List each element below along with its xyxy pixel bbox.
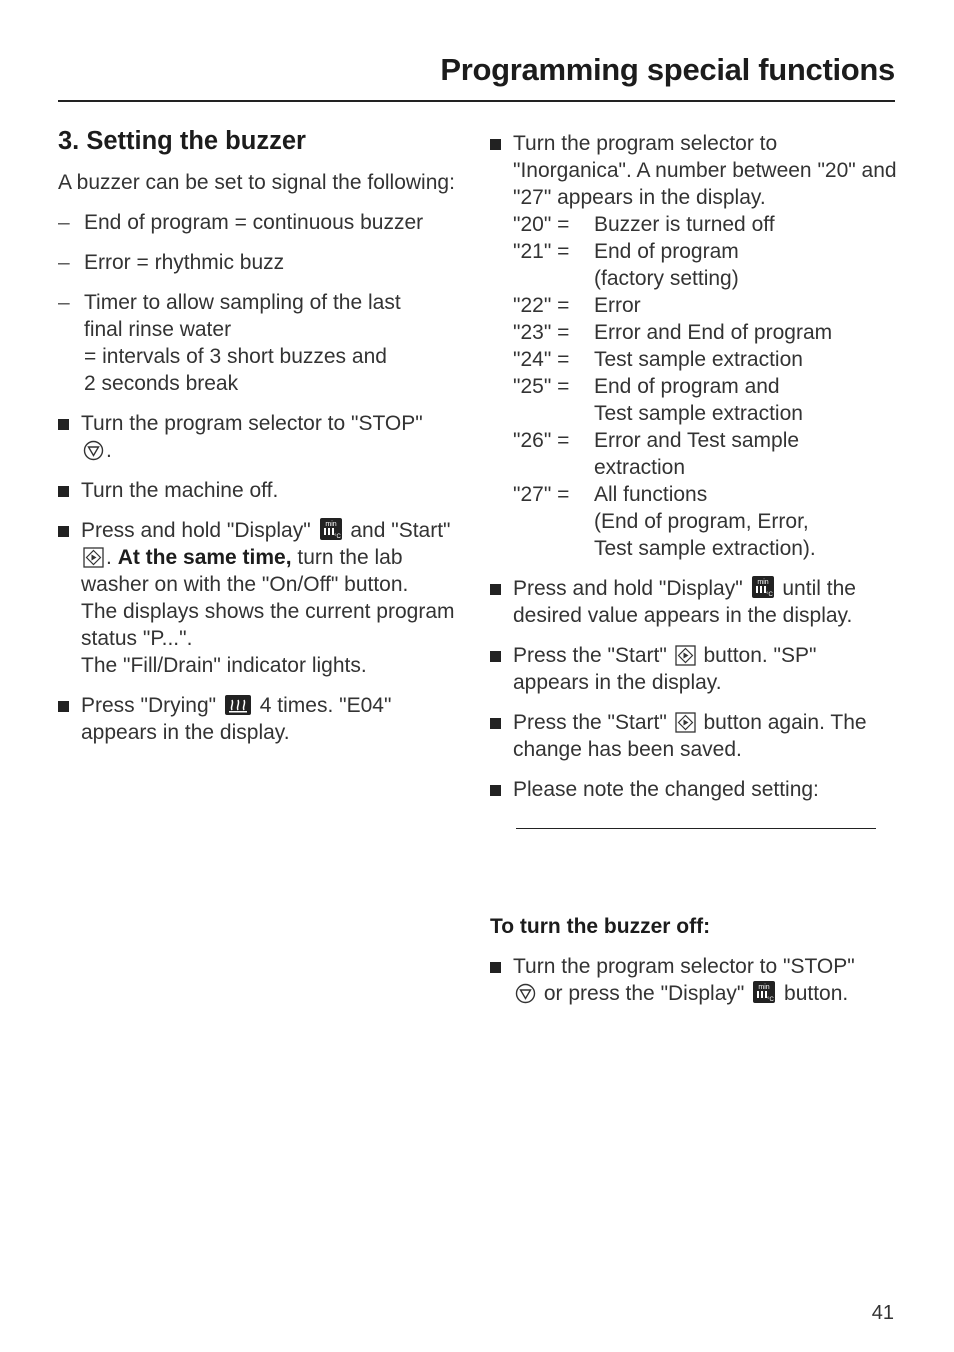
step-text: button again. The change has been saved. xyxy=(513,711,867,761)
code-row xyxy=(513,481,898,562)
step-text-line: The displays shows the current program status "P...". xyxy=(81,600,455,650)
bullet-square xyxy=(58,526,69,537)
code-row xyxy=(513,238,898,292)
dash-marker: – xyxy=(58,211,70,234)
step-text: and "Start" xyxy=(350,519,451,542)
start-diamond-icon xyxy=(675,645,696,666)
code-description: Error and End of program xyxy=(594,321,833,344)
page-number: 41 xyxy=(871,1302,894,1324)
step-text: Press the "Start" xyxy=(513,711,667,734)
dash-marker: – xyxy=(58,291,70,314)
list-item-line: final rinse water xyxy=(84,318,232,341)
code-key: "22" = xyxy=(513,294,570,317)
code-description: Error xyxy=(594,294,641,317)
list-item xyxy=(58,209,463,236)
svg-text:°C: °C xyxy=(767,997,775,1003)
step-text-line: The "Fill/Drain" indicator lights. xyxy=(81,654,367,677)
list-item-line: = intervals of 3 short buzzes and xyxy=(84,345,387,368)
code-row xyxy=(513,427,898,481)
step-text: button. "SP" appears in the display. xyxy=(513,644,817,694)
bullet-square xyxy=(58,701,69,712)
step-item xyxy=(490,130,898,562)
bullet-square xyxy=(490,962,501,973)
step-text: Press and hold "Display" xyxy=(513,577,743,600)
bullet-square xyxy=(490,718,501,729)
note-write-line xyxy=(516,828,876,829)
step-text: Turn the program selector to "STOP" xyxy=(81,412,423,435)
step-item xyxy=(58,517,463,679)
header-divider xyxy=(58,100,895,102)
list-item-line: 2 seconds break xyxy=(84,372,239,395)
dash-marker: – xyxy=(58,251,70,274)
bullet-square xyxy=(490,584,501,595)
list-item xyxy=(58,249,463,276)
code-row xyxy=(513,211,898,238)
step-item xyxy=(490,776,898,803)
code-description: Error and Test sample extraction xyxy=(594,429,800,479)
display-min-c-icon xyxy=(752,980,776,1004)
step-text: Press "Drying" xyxy=(81,694,217,717)
stop-triangle-icon xyxy=(515,983,536,1004)
code-key: "25" = xyxy=(513,375,570,398)
start-diamond-icon xyxy=(83,547,104,568)
step-text-bold: At the same time, xyxy=(117,546,292,569)
bullet-square xyxy=(58,486,69,497)
display-min-c-icon xyxy=(751,575,775,599)
step-text: Turn the program selector to "Inorganica". A number between "20" and "27" appears in the display. xyxy=(513,132,897,209)
step-text: 4 times. "E04" appears in the display. xyxy=(81,694,392,744)
buzzer-code-table xyxy=(513,211,898,562)
step-text: Please note the changed setting: xyxy=(513,778,819,801)
svg-text:°C: °C xyxy=(333,534,341,540)
step-item xyxy=(490,575,898,629)
step-text-end: . xyxy=(106,439,112,462)
list-item-text: Error = rhythmic buzz xyxy=(84,251,285,274)
list-item-text: End of program = continuous buzzer xyxy=(84,211,424,234)
step-item xyxy=(58,477,463,504)
code-key: "27" = xyxy=(513,483,570,506)
step-text: turn the lab washer on with the "On/Off" button. xyxy=(81,546,409,596)
step-text: . xyxy=(106,546,112,569)
step-item xyxy=(58,410,463,464)
drying-heat-icon xyxy=(224,694,252,716)
left-column xyxy=(58,125,463,759)
start-diamond-icon xyxy=(675,712,696,733)
step-text: button. xyxy=(784,982,849,1005)
step-text: Turn the program selector to "STOP" xyxy=(513,955,855,978)
code-row xyxy=(513,346,898,373)
step-text: Press the "Start" xyxy=(513,644,667,667)
right-column xyxy=(490,130,898,1020)
code-key: "24" = xyxy=(513,348,570,371)
svg-text:min: min xyxy=(758,984,770,991)
code-description: Test sample extraction xyxy=(594,348,803,371)
intro-text: A buzzer can be set to signal the following: xyxy=(58,171,455,194)
step-item xyxy=(58,692,463,746)
step-item xyxy=(490,709,898,763)
step-text: Press and hold "Display" xyxy=(81,519,311,542)
code-key: "23" = xyxy=(513,321,570,344)
code-row xyxy=(513,373,898,427)
code-key: "21" = xyxy=(513,240,570,263)
step-item xyxy=(490,642,898,696)
bullet-square xyxy=(490,651,501,662)
list-item-line: Timer to allow sampling of the last xyxy=(84,291,401,314)
step-text: or press the "Display" xyxy=(543,982,745,1005)
svg-text:°C: °C xyxy=(765,592,773,598)
step-text: Turn the machine off. xyxy=(81,479,279,502)
step-item xyxy=(490,953,898,1007)
display-min-c-icon xyxy=(319,517,343,541)
bullet-square xyxy=(490,785,501,796)
code-description: End of program and Test sample extraction xyxy=(594,375,803,425)
code-description: All functions (End of program, Error, Test sample extraction). xyxy=(594,483,816,560)
svg-text:min: min xyxy=(324,521,337,528)
bullet-square xyxy=(58,419,69,430)
code-description: Buzzer is turned off xyxy=(594,213,775,236)
stop-triangle-icon xyxy=(83,440,104,461)
code-key: "20" = xyxy=(513,213,570,236)
subheading: To turn the buzzer off: xyxy=(490,915,711,938)
bullet-square xyxy=(490,139,501,150)
code-row xyxy=(513,319,898,346)
step-text: until the desired value appears in the display. xyxy=(513,577,856,627)
code-description: End of program (factory setting) xyxy=(594,240,739,290)
code-key: "26" = xyxy=(513,429,570,452)
page-title: Programming special functions xyxy=(440,52,895,87)
section-title: 3. Setting the buzzer xyxy=(58,127,306,155)
code-row xyxy=(513,292,898,319)
list-item xyxy=(58,289,463,397)
svg-text:min: min xyxy=(756,579,769,586)
